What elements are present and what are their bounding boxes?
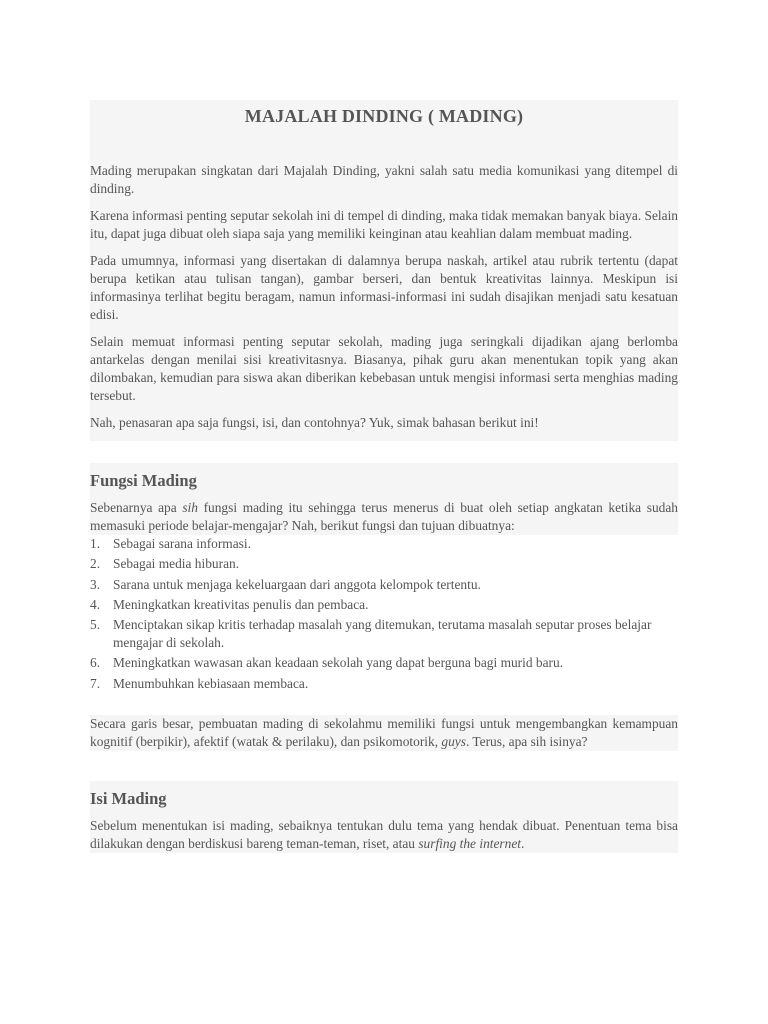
list-item bbox=[90, 576, 678, 594]
list-item-number: 1. bbox=[90, 536, 101, 551]
list-item-number: 5. bbox=[90, 617, 101, 633]
list-item bbox=[90, 555, 678, 573]
intro-paragraph: Nah, penasaran apa saja fungsi, isi, dan contohnya? Yuk, simak bahasan berikut ini! bbox=[90, 415, 539, 430]
fungsi-lead-before: Sebenarnya apa bbox=[90, 500, 183, 515]
isi-heading: Isi Mading bbox=[90, 789, 167, 809]
intro-paragraph: Pada umumnya, informasi yang disertakan di dalamnya berupa naskah, artikel atau rubrik tertentu (dapat berupa ketikan atau tulisan tangan), gambar berseri, dan bentuk kreativitas lainnya. Meskipun isi informasinya terlihat begitu beragam, namun informasi-informasi ini sudah disajikan menjadi satu kesatuan edisi. bbox=[90, 253, 678, 322]
fungsi-lead-after: fungsi mading itu sehingga terus menerus di buat oleh setiap angkatan ketika sudah memasuki periode belajar-mengajar? Nah, berikut fungsi dan tujuan dibuatnya: bbox=[90, 500, 678, 533]
intro-paragraph: Selain memuat informasi penting seputar sekolah, mading juga seringkali dijadikan ajang berlomba antarkelas dengan menilai sisi kreativitasnya. Biasanya, pihak guru akan menentukan topik yang akan dilombakan, kemudian para siswa akan diberikan kebebasan untuk mengisi informasi serta menghias mading tersebut. bbox=[90, 334, 678, 403]
fungsi-summary-italic: guys bbox=[441, 734, 466, 750]
list-item-text: Meningkatkan wawasan akan keadaan sekolah yang dapat berguna bagi murid baru. bbox=[113, 655, 564, 671]
section-gap bbox=[90, 441, 678, 463]
fungsi-summary-block bbox=[90, 715, 678, 751]
fungsi-summary bbox=[90, 715, 678, 751]
document-title: MAJALAH DINDING ( MADING) bbox=[244, 106, 524, 126]
list-item bbox=[90, 675, 678, 693]
intro-section bbox=[90, 162, 678, 441]
fungsi-heading: Fungsi Mading bbox=[90, 471, 197, 490]
title-block bbox=[90, 100, 678, 441]
list-item-text: Meningkatkan kreativitas penulis dan pembaca. bbox=[113, 596, 369, 612]
list-item-text: Sebagai sarana informasi. bbox=[113, 536, 251, 551]
fungsi-summary-after: . Terus, apa sih isinya? bbox=[465, 734, 588, 750]
isi-text-before: Sebelum menentukan isi mading, sebaiknya tentukan dulu tema yang hendak dibuat. Penentuan tema bisa dilakukan dengan berdiskusi bareng teman-teman, riset, atau bbox=[90, 818, 678, 852]
list-item bbox=[90, 596, 678, 614]
list-item bbox=[90, 616, 678, 652]
document-content bbox=[90, 100, 678, 853]
list-item-text: Sarana untuk menjaga kekeluargaan dari anggota kelompok tertentu. bbox=[113, 576, 481, 592]
list-item-text: Menciptakan sikap kritis terhadap masalah yang ditemukan, terutama masalah seputar proses belajar mengajar di sekolah. bbox=[113, 617, 652, 651]
list-item-number: 6. bbox=[90, 655, 101, 671]
fungsi-lead-italic: sih bbox=[182, 500, 198, 515]
list-item-text: Sebagai media hiburan. bbox=[113, 556, 240, 572]
fungsi-section bbox=[90, 463, 678, 535]
fungsi-lead bbox=[90, 499, 678, 535]
isi-section bbox=[90, 781, 678, 853]
fungsi-summary-before: Secara garis besar, pembuatan mading di sekolahmu memiliki fungsi untuk mengembangkan kemampuan kognitif (berpikir), afektif (watak & perilaku), dan psikomotorik, bbox=[90, 716, 678, 750]
section-gap bbox=[90, 695, 678, 715]
list-item-number: 2. bbox=[90, 556, 101, 572]
list-item-number: 3. bbox=[90, 576, 101, 592]
isi-paragraph bbox=[90, 817, 678, 853]
list-item-text: Menumbuhkan kebiasaan membaca. bbox=[113, 675, 309, 691]
isi-text-after: . bbox=[521, 836, 525, 852]
list-item bbox=[90, 535, 678, 553]
list-item-number: 4. bbox=[90, 596, 101, 612]
section-gap bbox=[90, 751, 678, 781]
list-item-number: 7. bbox=[90, 675, 101, 691]
intro-paragraph: Karena informasi penting seputar sekolah ini di tempel di dinding, maka tidak memakan banyak biaya. Selain itu, dapat juga dibuat oleh siapa saja yang memiliki keinginan atau keahlian dalam membuat mading. bbox=[90, 208, 678, 241]
fungsi-list bbox=[90, 535, 678, 693]
list-item bbox=[90, 654, 678, 672]
isi-text-italic: surfing the internet bbox=[418, 836, 521, 852]
intro-paragraph: Mading merupakan singkatan dari Majalah Dinding, yakni salah satu media komunikasi yang ditempel di dinding. bbox=[90, 163, 678, 196]
